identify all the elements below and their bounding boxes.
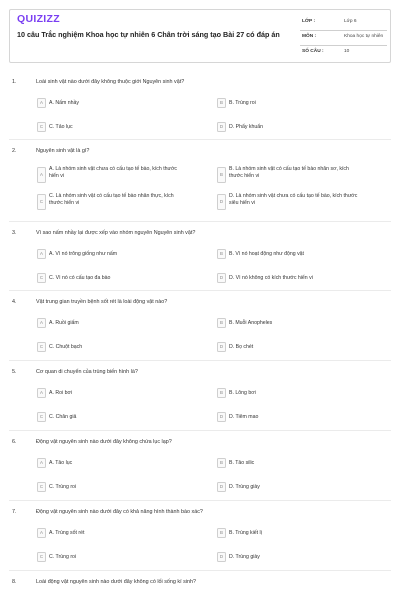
option-text: C. Chân giả: [49, 414, 77, 420]
option-letter-box: A: [37, 528, 46, 538]
quizizz-logo: QUIZIZZ: [17, 13, 60, 25]
meta-key: MÔN :: [302, 34, 317, 39]
question-divider: [9, 360, 391, 361]
option-letter-box: A: [37, 318, 46, 328]
option-text: D. Vì nó không có kích thước hiển vi: [229, 275, 313, 281]
question-divider: [9, 430, 391, 431]
question-number: 2.: [12, 148, 17, 154]
question-divider: [9, 290, 391, 291]
option-text: C. Là nhóm sinh vật có cấu tạo tế bào nhân thực, kích thước hiển vi: [49, 193, 174, 206]
option-text: B. Trùng roi: [229, 100, 256, 106]
question-text: Loài sinh vật nào dưới đây không thuộc giới Nguyên sinh vật?: [36, 79, 185, 85]
option-text: B. Là nhóm sinh vật có cấu tạo tế bào nhân sơ, kích thước hiển vi: [229, 166, 349, 179]
question-text: Động vật nguyên sinh nào dưới đây có khả năng hình thành bào xác?: [36, 509, 203, 515]
option-text: B. Muỗi Anopheles: [229, 320, 273, 326]
option-letter-box: B: [217, 458, 226, 468]
meta-value: Khoa học tự nhiên: [344, 34, 384, 39]
option-letter-box: D: [217, 194, 226, 210]
option-text: A. Trùng sốt rét: [49, 530, 85, 536]
option-text: C. Trùng roi: [49, 554, 77, 560]
option-letter-box: C: [37, 552, 46, 562]
option-letter-box: D: [217, 482, 226, 492]
option-letter-box: B: [217, 318, 226, 328]
question-number: 7.: [12, 509, 17, 515]
option-text: A. Roi bơi: [49, 390, 73, 396]
option-letter-box: A: [37, 98, 46, 108]
option-text: B. Lông bơi: [229, 390, 256, 396]
meta-key: SỐ CÂU :: [302, 49, 324, 54]
option-letter-box: D: [217, 273, 226, 283]
option-letter-box: A: [37, 249, 46, 259]
option-letter-box: A: [37, 167, 46, 183]
option-letter-box: A: [37, 388, 46, 398]
option-letter-box: C: [37, 194, 46, 210]
worksheet-title: 10 câu Trắc nghiệm Khoa học tự nhiên 6 Chân trời sáng tạo Bài 27 có đáp án: [17, 30, 280, 39]
option-text: D. Trùng giày: [229, 484, 260, 490]
option-text: A. Nấm nhầy: [49, 100, 79, 106]
option-text: D. Là nhóm sinh vật chưa có cấu tạo tế bào, kích thước siêu hiển vi: [229, 193, 358, 206]
option-letter-box: D: [217, 552, 226, 562]
meta-key: LỚP :: [302, 19, 316, 24]
option-text: A. Tảo lục: [49, 460, 73, 466]
meta-value: Lớp 6: [344, 19, 357, 24]
option-text: A. Ruồi giấm: [49, 320, 79, 326]
option-letter-box: B: [217, 388, 226, 398]
option-text: D. Trùng giày: [229, 554, 260, 560]
option-letter-box: C: [37, 122, 46, 132]
option-letter-box: D: [217, 342, 226, 352]
question-text: Vật trung gian truyền bệnh sốt rét là loài động vật nào?: [36, 299, 168, 305]
question-number: 3.: [12, 230, 17, 236]
option-text: C. Trùng roi: [49, 484, 77, 490]
question-number: 6.: [12, 439, 17, 445]
question-number: 4.: [12, 299, 17, 305]
question-text: Loài động vật nguyên sinh nào dưới đây không có lối sống kí sinh?: [36, 579, 196, 585]
option-text: B. Tảo silic: [229, 460, 255, 466]
option-text: B. Vì nó hoạt động như động vật: [229, 251, 305, 257]
option-letter-box: B: [217, 249, 226, 259]
option-text: C. Vì nó có cấu tạo đa bào: [49, 275, 111, 281]
question-divider: [9, 139, 391, 140]
question-number: 1.: [12, 79, 17, 85]
option-text: C. Chuột bạch: [49, 344, 83, 350]
option-letter-box: C: [37, 412, 46, 422]
option-text: B. Trùng kiết lị: [229, 530, 262, 536]
option-text: A. Vì nó trông giống như nấm: [49, 251, 118, 257]
option-letter-box: D: [217, 122, 226, 132]
question-divider: [9, 570, 391, 571]
question-number: 5.: [12, 369, 17, 375]
question-number: 8.: [12, 579, 17, 585]
option-letter-box: C: [37, 482, 46, 492]
question-text: Nguyên sinh vật là gì?: [36, 148, 90, 154]
question-divider: [9, 500, 391, 501]
option-letter-box: A: [37, 458, 46, 468]
option-text: A. Là nhóm sinh vật chưa có cấu tạo tế bào, kích thước hiển vi: [49, 166, 178, 179]
option-letter-box: C: [37, 342, 46, 352]
option-text: D. Tiêm mao: [229, 414, 259, 420]
option-letter-box: B: [217, 98, 226, 108]
option-text: C. Tảo lục: [49, 124, 73, 130]
option-letter-box: C: [37, 273, 46, 283]
option-letter-box: B: [217, 528, 226, 538]
option-letter-box: B: [217, 167, 226, 183]
question-text: Cơ quan di chuyển của trùng biến hình là?: [36, 369, 138, 375]
option-text: D. Phẩy khuẩn: [229, 124, 264, 130]
meta-value: 10: [344, 49, 350, 54]
question-text: Vì sao nấm nhầy lại được xếp vào nhóm nguyên Nguyên sinh vật?: [36, 230, 196, 236]
question-divider: [9, 221, 391, 222]
option-text: D. Bọ chét: [229, 344, 254, 350]
question-text: Động vật nguyên sinh nào dưới đây không chứa lục lạp?: [36, 439, 172, 445]
option-letter-box: D: [217, 412, 226, 422]
